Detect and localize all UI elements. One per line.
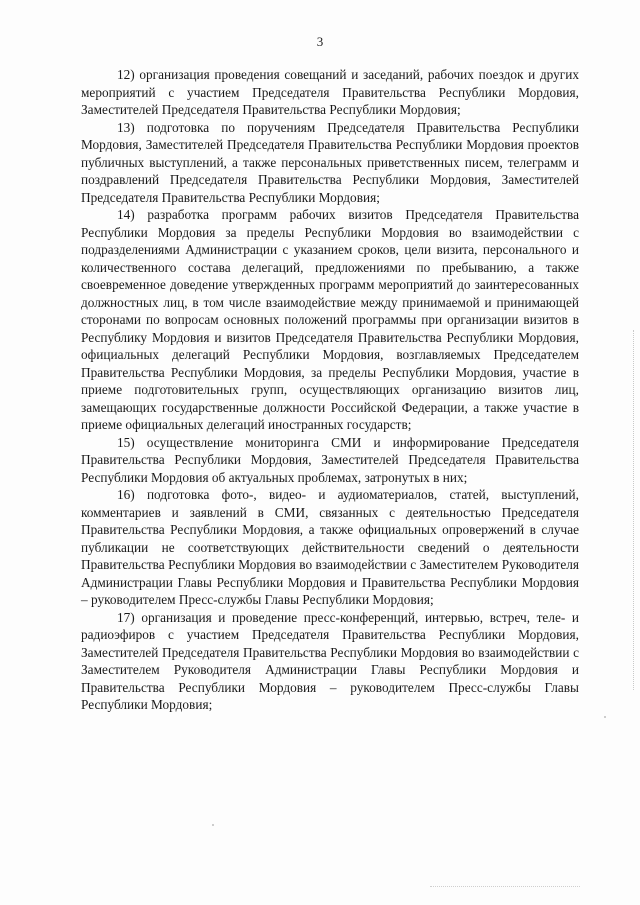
document-body — [81, 66, 579, 714]
list-item-16: 16) подготовка фото-, видео- и аудиоматериалов, статей, выступлений, комментариев и заявлений в СМИ, связанных с деятельностью Председателя Правительства Республики Мордовия, а также официальных опровержений в случае публикации не соответствующих действительности сведений о деятельности Правительства Республики Мордовия во взаимодействии с Заместителем Руководителя Администрации Главы Республики Мордовия и Правительства Республики Мордовия – руководителем Пресс-службы Главы Республики Мордовия; — [81, 487, 579, 607]
list-item-17: 17) организация и проведение пресс-конференций, интервью, встреч, теле- и радиоэфиров с участием Председателя Правительства Республики Мордовия, Заместителей Председателя Правительства Республики Мордовия во взаимодействии с Заместителем Руководителя Администрации Главы Республики Мордовия и Правительства Республики Мордовия – руководителем Пресс-службы Главы Республики Мордовия; — [81, 609, 579, 712]
scan-speck — [604, 716, 606, 718]
list-item-15: 15) осуществление мониторинга СМИ и информирование Председателя Правительства Республики Мордовия, Заместителей Председателя Правительства Республики Мордовия об актуальных проблемах, затронутых в них; — [81, 434, 579, 485]
list-item-13: 13) подготовка по поручениям Председателя Правительства Республики Мордовия, Заместителей Председателя Правительства Республики Мордовия проектов публичных выступлений, а также персональных приветственных писем, телеграмм и поздравлений Председателя Правительства Республики Мордовия, Заместителей Председателя Правительства Республики Мордовия; — [81, 119, 579, 205]
page-number: 3 — [316, 34, 324, 49]
scan-bottom-marks — [430, 884, 580, 887]
list-item-14: 14) разработка программ рабочих визитов Председателя Правительства Республики Мордовия за пределы Республики Мордовия во взаимодействии с подразделениями Администрации с указанием сроков, цели визита, персонального и количественного состава делегаций, предложениями по пребыванию, а также своевременное доведение утвержденных программ мероприятий до заинтересованных должностных лиц, в том числе взаимодействие между принимаемой и принимающей сторонами по вопросам основных положений программы при организации визитов в Республику Мордовия и визитов Председателя Правительства Республики Мордовия, официальных делегаций Республики Мордовия, возглавляемых Председателем Правительства Республики Мордовия, за пределы Республики Мордовия, участие в приеме подготовительных групп, осуществляющих организацию визитов лиц, замещающих государственные должности Российской Федерации, а также участие в приеме официальных делегаций иностранных государств; — [81, 207, 579, 432]
scan-edge-marks — [629, 330, 634, 690]
list-item-12: 12) организация проведения совещаний и заседаний, рабочих поездок и других мероприятий с участием Председателя Правительства Республики Мордовия, Заместителей Председателя Правительства Республики Мордовия; — [81, 67, 579, 117]
scan-speck — [212, 824, 214, 826]
